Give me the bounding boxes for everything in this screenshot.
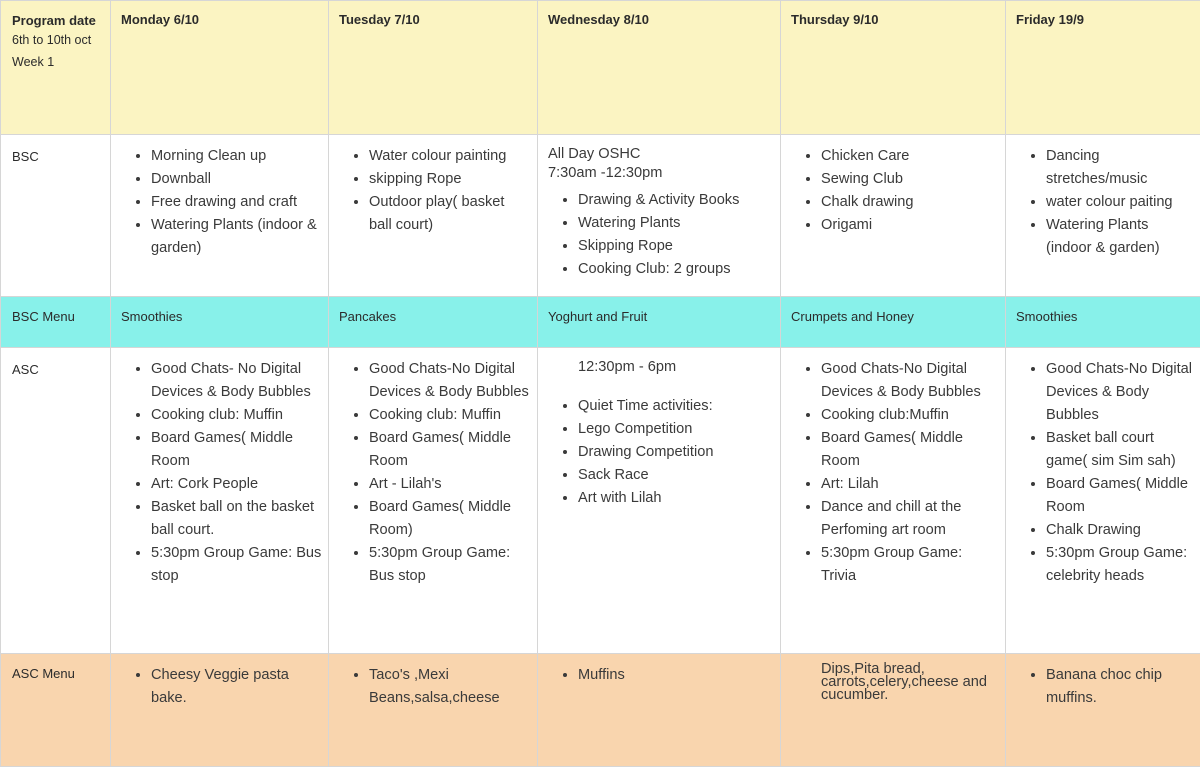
day-header-thursday: Thursday 9/10 <box>781 1 1006 135</box>
bsc-tuesday <box>329 135 538 297</box>
list-item: • 5:30pm Group Game: celebrity heads <box>1046 542 1194 588</box>
list-item: • Good Chats-No Digital Devices & Body Bubbles <box>821 358 999 404</box>
bsc-row <box>1 135 1200 297</box>
asc-menu-label: ASC Menu <box>12 666 75 681</box>
list-item: • Lego Competition <box>578 418 774 441</box>
bsc-menu-friday: Smoothies <box>1006 297 1200 348</box>
bsc-menu-row <box>1 297 1200 348</box>
asc-menu-thursday <box>781 654 1006 767</box>
list-item: • Origami <box>821 214 999 237</box>
asc-friday <box>1006 348 1200 654</box>
bsc-friday <box>1006 135 1200 297</box>
list-item: • Good Chats- No Digital Devices & Body Bubbles <box>151 358 322 404</box>
list-item: • Basket ball court game( sim Sim sah) <box>1046 427 1194 473</box>
list-item: • Taco's ,Mexi Beans,salsa,cheese <box>369 664 531 710</box>
list-item: • Art with Lilah <box>578 487 774 510</box>
bsc-thursday <box>781 135 1006 297</box>
list-item: • Banana choc chip muffins. <box>1046 664 1194 710</box>
activity-list <box>329 135 537 237</box>
list-item: • Art: Cork People <box>151 473 322 496</box>
asc-thursday <box>781 348 1006 654</box>
list-item: • Cooking club: Muffin <box>151 404 322 427</box>
list-item: • Watering Plants (indoor & garden) <box>1046 214 1194 260</box>
list-item: • Cooking club: Muffin <box>369 404 531 427</box>
asc-menu-wednesday <box>538 654 781 767</box>
asc-label-cell <box>1 348 111 654</box>
asc-tuesday <box>329 348 538 654</box>
list-item: • Cheesy Veggie pasta bake. <box>151 664 322 710</box>
list-item: • Cooking Club: 2 groups <box>578 258 774 281</box>
asc-menu-friday <box>1006 654 1200 767</box>
list-item: • Art - Lilah's <box>369 473 531 496</box>
list-item: • Downball <box>151 168 322 191</box>
bsc-label-cell <box>1 135 111 297</box>
bsc-monday <box>111 135 329 297</box>
bsc-label: BSC <box>12 149 39 164</box>
list-item: • Board Games( Middle Room <box>821 427 999 473</box>
asc-time: 12:30pm - 6pm <box>578 359 677 375</box>
list-item: • Dancing stretches/music <box>1046 145 1194 191</box>
list-item: • Chalk Drawing <box>1046 519 1194 542</box>
bsc-menu-wednesday: Yoghurt and Fruit <box>538 297 781 348</box>
header-row <box>1 1 1200 135</box>
list-item: • Dance and chill at the Perfoming art room <box>821 496 999 542</box>
list-item: • Board Games( Middle Room <box>369 427 531 473</box>
asc-wednesday <box>538 348 781 654</box>
activity-list <box>1006 348 1200 588</box>
bsc-wednesday <box>538 135 781 297</box>
bsc-menu-label: BSC Menu <box>12 309 75 324</box>
list-item: • Sewing Club <box>821 168 999 191</box>
day-header-monday: Monday 6/10 <box>111 1 329 135</box>
list-item: • Good Chats-No Digital Devices & Body Bubbles <box>1046 358 1194 427</box>
asc-monday <box>111 348 329 654</box>
bsc-menu-monday: Smoothies <box>111 297 329 348</box>
asc-row <box>1 348 1200 654</box>
list-item: • Skipping Rope <box>578 235 774 258</box>
list-item: • Board Games( Middle Room) <box>369 496 531 542</box>
bsc-menu-label-cell <box>1 297 111 348</box>
list-item: • Good Chats-No Digital Devices & Body Bubbles <box>369 358 531 404</box>
list-item: • Watering Plants <box>578 212 774 235</box>
list-item: • 5:30pm Group Game: Bus stop <box>151 542 322 588</box>
list-item: • Sack Race <box>578 464 774 487</box>
list-item: • Quiet Time activities: <box>578 395 774 418</box>
menu-list <box>329 654 537 710</box>
list-item: • Outdoor play( basket ball court) <box>369 191 531 237</box>
asc-menu-label-cell <box>1 654 111 767</box>
list-item: • Cooking club:Muffin <box>821 404 999 427</box>
activity-list <box>781 348 1005 588</box>
list-item: • Board Games( Middle Room <box>151 427 322 473</box>
list-item: • Drawing & Activity Books <box>578 189 774 212</box>
list-item: • Muffins <box>578 664 774 687</box>
list-item: • Basket ball on the basket ball court. <box>151 496 322 542</box>
asc-label: ASC <box>12 362 39 377</box>
activity-list <box>781 135 1005 237</box>
week-label: Week 1 <box>12 55 55 69</box>
asc-menu-tuesday <box>329 654 538 767</box>
list-item: • Drawing Competition <box>578 441 774 464</box>
list-item: • Free drawing and craft <box>151 191 322 214</box>
list-item: • Art: Lilah <box>821 473 999 496</box>
list-item: • Watering Plants (indoor & garden) <box>151 214 322 260</box>
list-item: • Morning Clean up <box>151 145 322 168</box>
list-item: • Board Games( Middle Room <box>1046 473 1194 519</box>
all-day-label: All Day OSHC <box>548 146 641 162</box>
all-day-time: 7:30am -12:30pm <box>548 165 663 181</box>
asc-menu-row <box>1 654 1200 767</box>
menu-list <box>111 654 328 710</box>
list-item: • Chalk drawing <box>821 191 999 214</box>
activity-list <box>538 395 780 510</box>
bsc-menu-thursday: Crumpets and Honey <box>781 297 1006 348</box>
list-item: • 5:30pm Group Game: Bus stop <box>369 542 531 588</box>
date-range: 6th to 10th oct <box>12 33 92 47</box>
program-date-label: Program date <box>12 13 96 28</box>
activity-list <box>538 183 780 281</box>
all-day-note <box>538 135 780 183</box>
program-date-cell <box>1 1 111 135</box>
activity-list <box>111 135 328 260</box>
day-header-wednesday: Wednesday 8/10 <box>538 1 781 135</box>
activity-list <box>111 348 328 588</box>
list-item: • Water colour painting <box>369 145 531 168</box>
bsc-menu-tuesday: Pancakes <box>329 297 538 348</box>
asc-menu-thursday-text: Dips,Pita bread, carrots,celery,cheese and cucumber. <box>821 661 988 703</box>
activity-list <box>329 348 537 588</box>
list-item: • Chicken Care <box>821 145 999 168</box>
day-header-friday: Friday 19/9 <box>1006 1 1200 135</box>
list-item: • skipping Rope <box>369 168 531 191</box>
menu-list <box>538 654 780 687</box>
list-item: • water colour paiting <box>1046 191 1194 214</box>
list-item: • 5:30pm Group Game: Trivia <box>821 542 999 588</box>
menu-list <box>1006 654 1200 710</box>
day-header-tuesday: Tuesday 7/10 <box>329 1 538 135</box>
activity-list <box>1006 135 1200 260</box>
asc-menu-monday <box>111 654 329 767</box>
